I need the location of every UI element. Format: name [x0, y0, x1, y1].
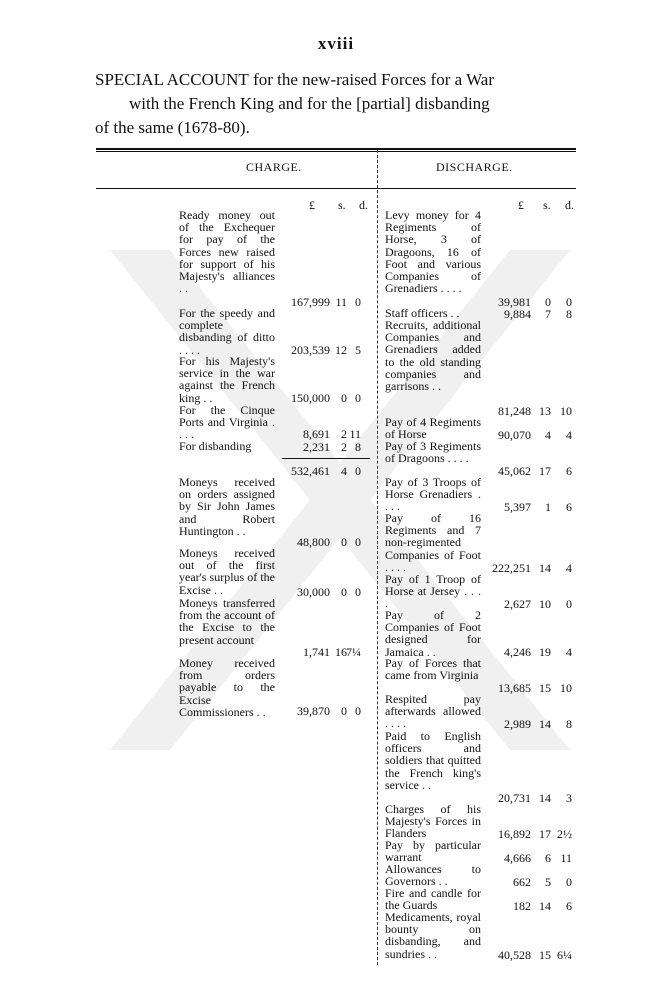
- discharge-entry-text: Recruits, additional Companies and Grenadiers added to the old standing companies and garrisons . .: [385, 318, 481, 394]
- discharge-amount-pounds: 9,884: [504, 307, 531, 321]
- charge-entry-text: Moneys transferred from the account of the Excise to the present account: [179, 596, 275, 647]
- discharge-entry-text: Pay of 2 Companies of Foot designed for Jamaica . .: [385, 608, 481, 659]
- top-rule-thin: [96, 151, 576, 152]
- discharge-amount-shillings: 14: [539, 899, 551, 913]
- page-number: xviii: [317, 34, 355, 53]
- discharge-amount-pounds: 90,070: [498, 428, 531, 442]
- charge-amount-pounds: 1,741: [303, 645, 330, 659]
- discharge-entry-text: Levy money for 4 Regiments of Horse, 3 of Dragoons, 16 of Foot and various Companies of Grenadiers . . . .: [385, 208, 481, 296]
- discharge-entry-text: Medicaments, royal bounty on disbanding, and sundries . .: [385, 910, 481, 961]
- discharge-amount-pounds: 4,666: [504, 851, 531, 865]
- discharge-unit-shillings: s.: [543, 198, 551, 212]
- discharge-amount-pence: 3: [566, 791, 572, 805]
- discharge-amount-shillings: 14: [539, 791, 551, 805]
- discharge-entry-text: Pay of 1 Troop of Horse at Jersey . . . .: [385, 572, 481, 611]
- title-line2: with the French King and for the [partial] disbanding: [129, 94, 490, 113]
- charge-amount-pence: 5: [355, 343, 361, 357]
- discharge-amount-shillings: 4: [545, 428, 551, 442]
- charge-amount-pence: 0: [355, 391, 361, 405]
- charge-amount-pence: 0: [355, 535, 361, 549]
- discharge-amount-shillings: 19: [539, 645, 551, 659]
- title-line3: of the same (1678-80).: [95, 118, 250, 137]
- discharge-unit-pence: d.: [565, 198, 574, 212]
- discharge-amount-pounds: 5,397: [504, 500, 531, 514]
- discharge-entry-text: Paid to English officers and soldiers that quitted the French king's service . .: [385, 729, 481, 792]
- discharge-amount-pence: 10: [560, 681, 572, 695]
- discharge-amount-shillings: 17: [539, 827, 551, 841]
- charge-amount-shillings: 2: [341, 427, 347, 441]
- charge-amount-shillings: 11: [335, 295, 347, 309]
- charge-amount-shillings: 0: [341, 391, 347, 405]
- charge-amount-pounds: 203,539: [291, 343, 330, 357]
- discharge-amount-pence: 11: [560, 851, 572, 865]
- discharge-amount-pence: 4: [566, 645, 572, 659]
- top-rule: [96, 148, 576, 150]
- discharge-entry-text: Charges of his Majesty's Forces in Flanders: [385, 802, 481, 841]
- page-title: [95, 68, 595, 140]
- discharge-entry-text: Pay of Forces that came from Virginia: [385, 656, 481, 683]
- discharge-amount-pence: 6: [566, 899, 572, 913]
- discharge-entry-text: Pay of 3 Troops of Horse Grenadiers . . . .: [385, 475, 481, 514]
- discharge-amount-pence: 10: [560, 404, 572, 418]
- charge-entry-text: For the speedy and complete disbanding of ditto . . . .: [179, 306, 275, 357]
- discharge-amount-pounds: 2,627: [504, 597, 531, 611]
- discharge-amount-pence: 0: [566, 875, 572, 889]
- charge-entry-text: For the Cinque Ports and Virginia . . . .: [179, 403, 275, 442]
- charge-heading: CHARGE.: [246, 160, 302, 174]
- discharge-amount-shillings: 15: [539, 681, 551, 695]
- charge-amount-pounds: 8,691: [303, 427, 330, 441]
- discharge-entry-text: Pay of 3 Regiments of Dragoons . . . .: [385, 439, 481, 466]
- header-rule: [96, 188, 576, 189]
- charge-amount-shillings: 16: [335, 645, 347, 659]
- charge-entry-text: For disbanding: [179, 439, 252, 453]
- charge-entry-text: Moneys received on orders assigned by Sir John James and Robert Huntington . .: [179, 475, 275, 538]
- discharge-amount-pounds: 16,892: [498, 827, 531, 841]
- discharge-amount-shillings: 1: [545, 500, 551, 514]
- charge-amount-pounds: 167,999: [291, 295, 330, 309]
- charge-amount-shillings: 4: [341, 464, 347, 478]
- discharge-amount-shillings: 0: [545, 295, 551, 309]
- discharge-amount-shillings: 13: [539, 404, 551, 418]
- charge-amount-pounds: 30,000: [297, 585, 330, 599]
- charge-amount-shillings: 0: [341, 704, 347, 718]
- charge-entry-text: Ready money out of the Exchequer for pay of the Forces new raised for support of his Majesty's alliances . .: [179, 208, 275, 296]
- discharge-entry-text: Pay of 4 Regiments of Horse: [385, 415, 481, 442]
- discharge-amount-pence: 4: [566, 561, 572, 575]
- discharge-amount-pence: 4: [566, 428, 572, 442]
- discharge-entry-text: Allowances to Governors . .: [385, 862, 481, 889]
- charge-amount-pence: 7¼: [346, 645, 361, 659]
- charge-amount-pence: 11: [349, 427, 361, 441]
- discharge-amount-pounds: 2,989: [504, 717, 531, 731]
- charge-unit-pence: d.: [359, 198, 368, 212]
- charge-entry-text: Moneys received out of the first year's surplus of the Excise . .: [179, 546, 275, 597]
- discharge-amount-pounds: 39,981: [498, 295, 531, 309]
- charge-amount-pence: 0: [355, 295, 361, 309]
- charge-amount-pence: 8: [355, 440, 361, 454]
- charge-amount-pence: 0: [355, 464, 361, 478]
- discharge-amount-pence: 6: [566, 464, 572, 478]
- discharge-amount-shillings: 6: [545, 851, 551, 865]
- charge-amount-pounds: 48,800: [297, 535, 330, 549]
- title-lead: SPECIAL ACCOUNT: [95, 70, 249, 89]
- charge-amount-pounds: 532,461: [291, 464, 330, 478]
- discharge-heading: DISCHARGE.: [436, 160, 513, 174]
- discharge-amount-pounds: 40,528: [498, 948, 531, 962]
- discharge-entry-text: Fire and candle for the Guards: [385, 886, 481, 913]
- discharge-amount-shillings: 14: [539, 717, 551, 731]
- discharge-amount-pounds: 45,062: [498, 464, 531, 478]
- discharge-amount-pounds: 182: [513, 899, 531, 913]
- discharge-amount-pence: 8: [566, 717, 572, 731]
- discharge-amount-pence: 6¼: [557, 948, 572, 962]
- title-line1: for the new-raised Forces for a War: [248, 70, 495, 89]
- charge-unit-shillings: s.: [338, 198, 346, 212]
- discharge-amount-shillings: 7: [545, 307, 551, 321]
- charge-unit-pounds: £: [309, 198, 315, 212]
- charge-amount-pounds: 39,870: [297, 704, 330, 718]
- discharge-amount-pounds: 4,246: [504, 645, 531, 659]
- discharge-amount-shillings: 5: [545, 875, 551, 889]
- charge-amount-shillings: 0: [341, 535, 347, 549]
- discharge-amount-pence: 0: [566, 597, 572, 611]
- subtotal-rule: [282, 458, 370, 459]
- column-divider: [377, 150, 378, 965]
- discharge-amount-pounds: 13,685: [498, 681, 531, 695]
- discharge-entry-text: Pay by particular warrant: [385, 838, 481, 865]
- charge-amount-shillings: 12: [335, 343, 347, 357]
- discharge-entry-text: Pay of 16 Regiments and 7 non-regimented Companies of Foot . . . .: [385, 511, 481, 574]
- charge-amount-pounds: 2,231: [303, 440, 330, 454]
- discharge-amount-shillings: 17: [539, 464, 551, 478]
- discharge-amount-pounds: 662: [513, 875, 531, 889]
- discharge-entry-text: Respited pay afterwards allowed . . . .: [385, 692, 481, 731]
- charge-entry-text: For his Majesty's service in the war against the French king . .: [179, 354, 275, 405]
- discharge-amount-pounds: 20,731: [498, 791, 531, 805]
- discharge-amount-pence: 8: [566, 307, 572, 321]
- discharge-entry-text: Staff officers . .: [385, 306, 460, 320]
- discharge-unit-pounds: £: [518, 198, 524, 212]
- charge-entry-text: Money received from orders payable to the Excise Commissioners . .: [179, 656, 275, 719]
- discharge-amount-pence: 6: [566, 500, 572, 514]
- charge-amount-shillings: 2: [341, 440, 347, 454]
- charge-amount-shillings: 0: [341, 585, 347, 599]
- discharge-amount-shillings: 10: [539, 597, 551, 611]
- charge-amount-pence: 0: [355, 585, 361, 599]
- discharge-amount-shillings: 14: [539, 561, 551, 575]
- charge-amount-pence: 0: [355, 704, 361, 718]
- discharge-amount-shillings: 15: [539, 948, 551, 962]
- discharge-amount-pounds: 222,251: [492, 561, 531, 575]
- discharge-amount-pence: 2½: [557, 827, 572, 841]
- discharge-amount-pence: 0: [566, 295, 572, 309]
- discharge-amount-pounds: 81,248: [498, 404, 531, 418]
- charge-amount-pounds: 150,000: [291, 391, 330, 405]
